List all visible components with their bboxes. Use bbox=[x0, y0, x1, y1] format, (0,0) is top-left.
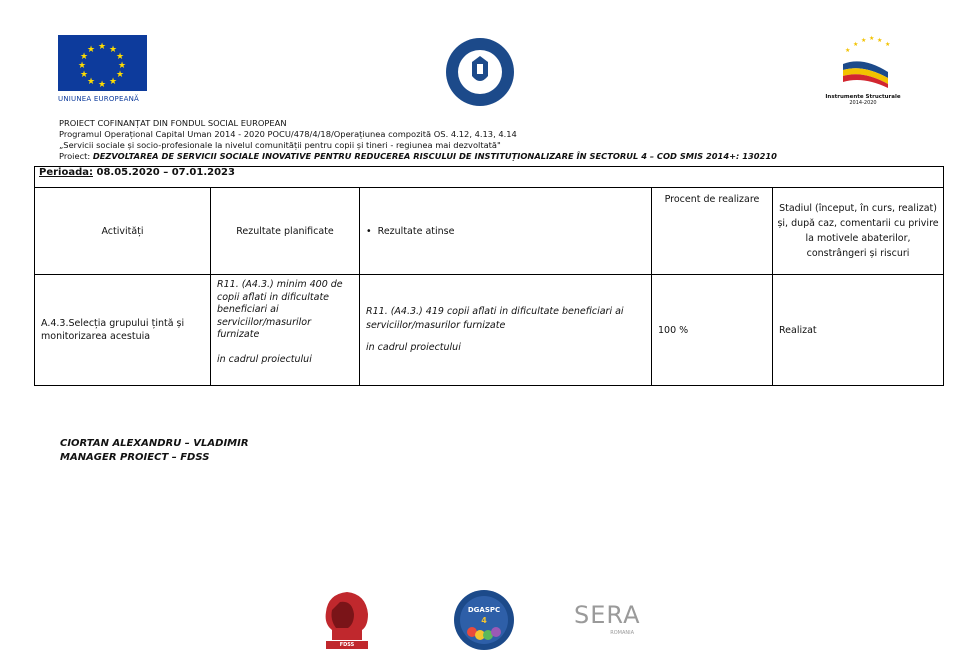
table-header-row bbox=[35, 188, 944, 275]
period-value: 08.05.2020 – 07.01.2023 bbox=[93, 167, 235, 178]
svg-text:★: ★ bbox=[86, 77, 96, 87]
instrumente-structurale-icon bbox=[828, 34, 898, 88]
cell-planificat bbox=[211, 275, 360, 386]
svg-text:★: ★ bbox=[97, 42, 107, 52]
atins-sub: in cadrul proiectului bbox=[366, 342, 461, 353]
svg-text:★: ★ bbox=[115, 52, 125, 62]
cell-activitate: A.4.3.Selecția grupului țintă și monitorizarea acestuia bbox=[35, 275, 211, 386]
svg-text:★: ★ bbox=[845, 47, 851, 54]
atins-main: R11. (A4.3.) 419 copii aflati in dificultate beneficiari ai serviciilor/masurilor furnizate bbox=[366, 306, 624, 331]
planificat-main: R11. (A4.3.) minim 400 de copii aflati in dificultate beneficiari ai serviciilor/masurilor furnizate bbox=[217, 279, 343, 340]
svg-text:★: ★ bbox=[86, 45, 96, 55]
table-row bbox=[35, 275, 944, 386]
project-label: Proiect: bbox=[59, 151, 93, 161]
activity-table bbox=[34, 166, 944, 386]
svg-text:★: ★ bbox=[115, 70, 125, 80]
header-stadiul: Stadiul (început, în curs, realizat) și, după caz, comentarii cu privire la motivele abaterilor, constrângeri și riscuri bbox=[773, 188, 944, 275]
header-line-4 bbox=[59, 151, 777, 162]
svg-text:★: ★ bbox=[877, 37, 883, 44]
sera-text: SERA bbox=[574, 601, 641, 629]
sera-caption: ROMANIA bbox=[610, 630, 634, 636]
header-procent: Procent de realizare bbox=[652, 188, 773, 275]
svg-text:★: ★ bbox=[77, 61, 87, 71]
header-line-2: Programul Operațional Capital Uman 2014 - 2020 POCU/478/4/18/Operațiunea compozită OS. 4.12, 4.13, 4.14 bbox=[59, 129, 517, 139]
header-line-1: PROIECT COFINANȚAT DIN FONDUL SOCIAL EUROPEAN bbox=[59, 118, 287, 128]
project-title: DEZVOLTAREA DE SERVICII SOCIALE INOVATIVE PENTRU REDUCEREA RISCULUI DE INSTITUȚIONALIZARE ÎN SECTORUL 4 – COD SMIS 2014+: 130210 bbox=[92, 151, 777, 161]
header-rezultate-atinse bbox=[360, 188, 652, 275]
eu-logo bbox=[58, 35, 148, 107]
sera-logo bbox=[574, 600, 640, 654]
header-line-3: „Servicii sociale și socio-profesionale la nivelul comunității pentru copii și tineri - regiunea mai dezvoltată" bbox=[59, 140, 501, 150]
bullet-icon: • bbox=[366, 225, 378, 237]
period-label: Perioada: bbox=[39, 167, 93, 178]
header-rezultate-planificate: Rezultate planificate bbox=[211, 188, 360, 275]
fdss-logo bbox=[318, 588, 376, 650]
svg-text:★: ★ bbox=[117, 61, 127, 71]
instrumente-structurale-logo bbox=[820, 34, 906, 112]
svg-text:★: ★ bbox=[108, 45, 118, 55]
dgaspc-caption: DGASPC bbox=[467, 606, 501, 614]
cell-stadiul: Realizat bbox=[773, 275, 944, 386]
gov-text bbox=[444, 36, 516, 108]
dgaspc-number: 4 bbox=[481, 616, 487, 625]
cell-procent: 100 % bbox=[652, 275, 773, 386]
svg-text:★: ★ bbox=[869, 35, 875, 42]
government-seal-logo bbox=[444, 36, 516, 108]
period-cell bbox=[35, 167, 944, 188]
svg-text:★: ★ bbox=[861, 37, 867, 44]
header-activitati: Activități bbox=[35, 188, 211, 275]
svg-text:★: ★ bbox=[79, 70, 89, 80]
svg-text:★: ★ bbox=[108, 77, 118, 87]
svg-text:★: ★ bbox=[79, 52, 89, 62]
project-header bbox=[59, 118, 777, 162]
eu-caption: UNIUNEA EUROPEANĂ bbox=[58, 95, 139, 103]
planificat-sub: in cadrul proiectului bbox=[217, 353, 312, 365]
signature-block bbox=[60, 437, 249, 465]
is-caption-years: 2014-2020 bbox=[849, 100, 877, 106]
fdss-caption: FDSS bbox=[339, 642, 355, 648]
header-rezultate-atinse-label: Rezultate atinse bbox=[377, 225, 455, 237]
cell-atins bbox=[360, 275, 652, 386]
signature-name: CIORTAN ALEXANDRU – VLADIMIR bbox=[60, 438, 249, 449]
dgaspc-logo bbox=[452, 588, 516, 652]
is-caption-title: Instrumente Structurale bbox=[825, 94, 901, 100]
svg-text:★: ★ bbox=[853, 41, 859, 48]
signature-role: MANAGER PROIECT – FDSS bbox=[60, 452, 210, 463]
svg-text:★: ★ bbox=[97, 80, 107, 90]
eu-flag-icon bbox=[58, 35, 147, 91]
svg-text:★: ★ bbox=[885, 41, 891, 48]
